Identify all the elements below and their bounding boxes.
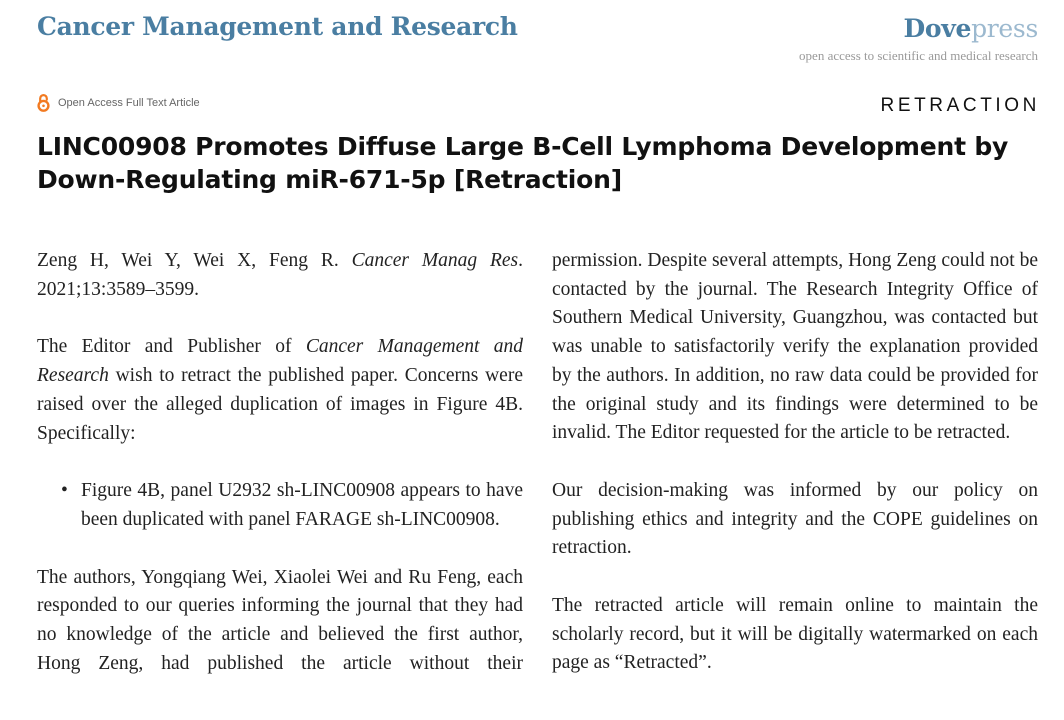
list-item: • Figure 4B, panel U2932 sh-LINC00908 appears to have been duplicated with panel FARAGE sh-LINC00908.: [81, 477, 523, 534]
open-access-label: Open Access Full Text Article: [58, 96, 200, 109]
intro-journal-name: Cancer Management and Research: [37, 336, 523, 387]
publisher-logo-press: press: [971, 14, 1038, 43]
open-access-lock-icon: [37, 93, 50, 112]
citation-details: . 2021;13:3589–3599.: [37, 250, 523, 300]
publisher-logo[interactable]: [799, 14, 1038, 44]
citation-paragraph: [37, 247, 523, 304]
publisher-brand: [799, 14, 1038, 64]
intro-text-pre: The Editor and Publisher of: [37, 336, 306, 358]
citation-authors: Zeng H, Wei Y, Wei X, Feng R.: [37, 250, 352, 271]
body-column-left: [37, 247, 523, 678]
publisher-logo-dove: Dove: [903, 14, 972, 43]
journal-title: Cancer Management and Research: [37, 12, 518, 41]
article-type-label: RETRACTION: [880, 95, 1040, 116]
citation-journal: Cancer Manag Res: [351, 250, 519, 271]
open-access-badge: [37, 93, 200, 112]
concerns-list: [37, 477, 523, 534]
retraction-intro-paragraph: [37, 333, 523, 448]
watermark-paragraph: The retracted article will remain online to maintain the scholarly record, but it will be digitally watermarked on each page as “Retracted”.: [552, 595, 1038, 674]
article-title: LINC00908 Promotes Diffuse Large B-Cell Lymphoma Development by Down-Regulating miR-671-5p [Retraction]: [37, 132, 1009, 194]
intro-text-post: wish to retract the published paper. Concerns were raised over the alleged duplication of images in Figure 4B. Specifically:: [37, 365, 523, 444]
authors-response-paragraph: The authors, Yongqiang Wei, Xiaolei Wei and Ru Feng, each responded to our queries informing the journal that they had no knowledge of the article and believed the first author, Hong Zeng, had published the article without their: [37, 566, 523, 674]
body-column-right: [552, 247, 1038, 707]
decision-paragraph: Our decision-making was informed by our policy on publishing ethics and integrity and the COPE guidelines on retraction.: [552, 479, 1038, 559]
publisher-tagline: open access to scientific and medical research: [799, 48, 1038, 63]
authors-response-continued: permission. Despite several attempts, Hong Zeng could not be contacted by the journal. The Research Integrity Office of Southern Medical University, Guangzhou, was contacted but was unable to satisfactorily verify the explanation provided by the authors. In addition, no raw data could be provided for the original study and its findings were determined to be invalid. The Editor requested for the article to be retracted.: [552, 250, 1038, 444]
